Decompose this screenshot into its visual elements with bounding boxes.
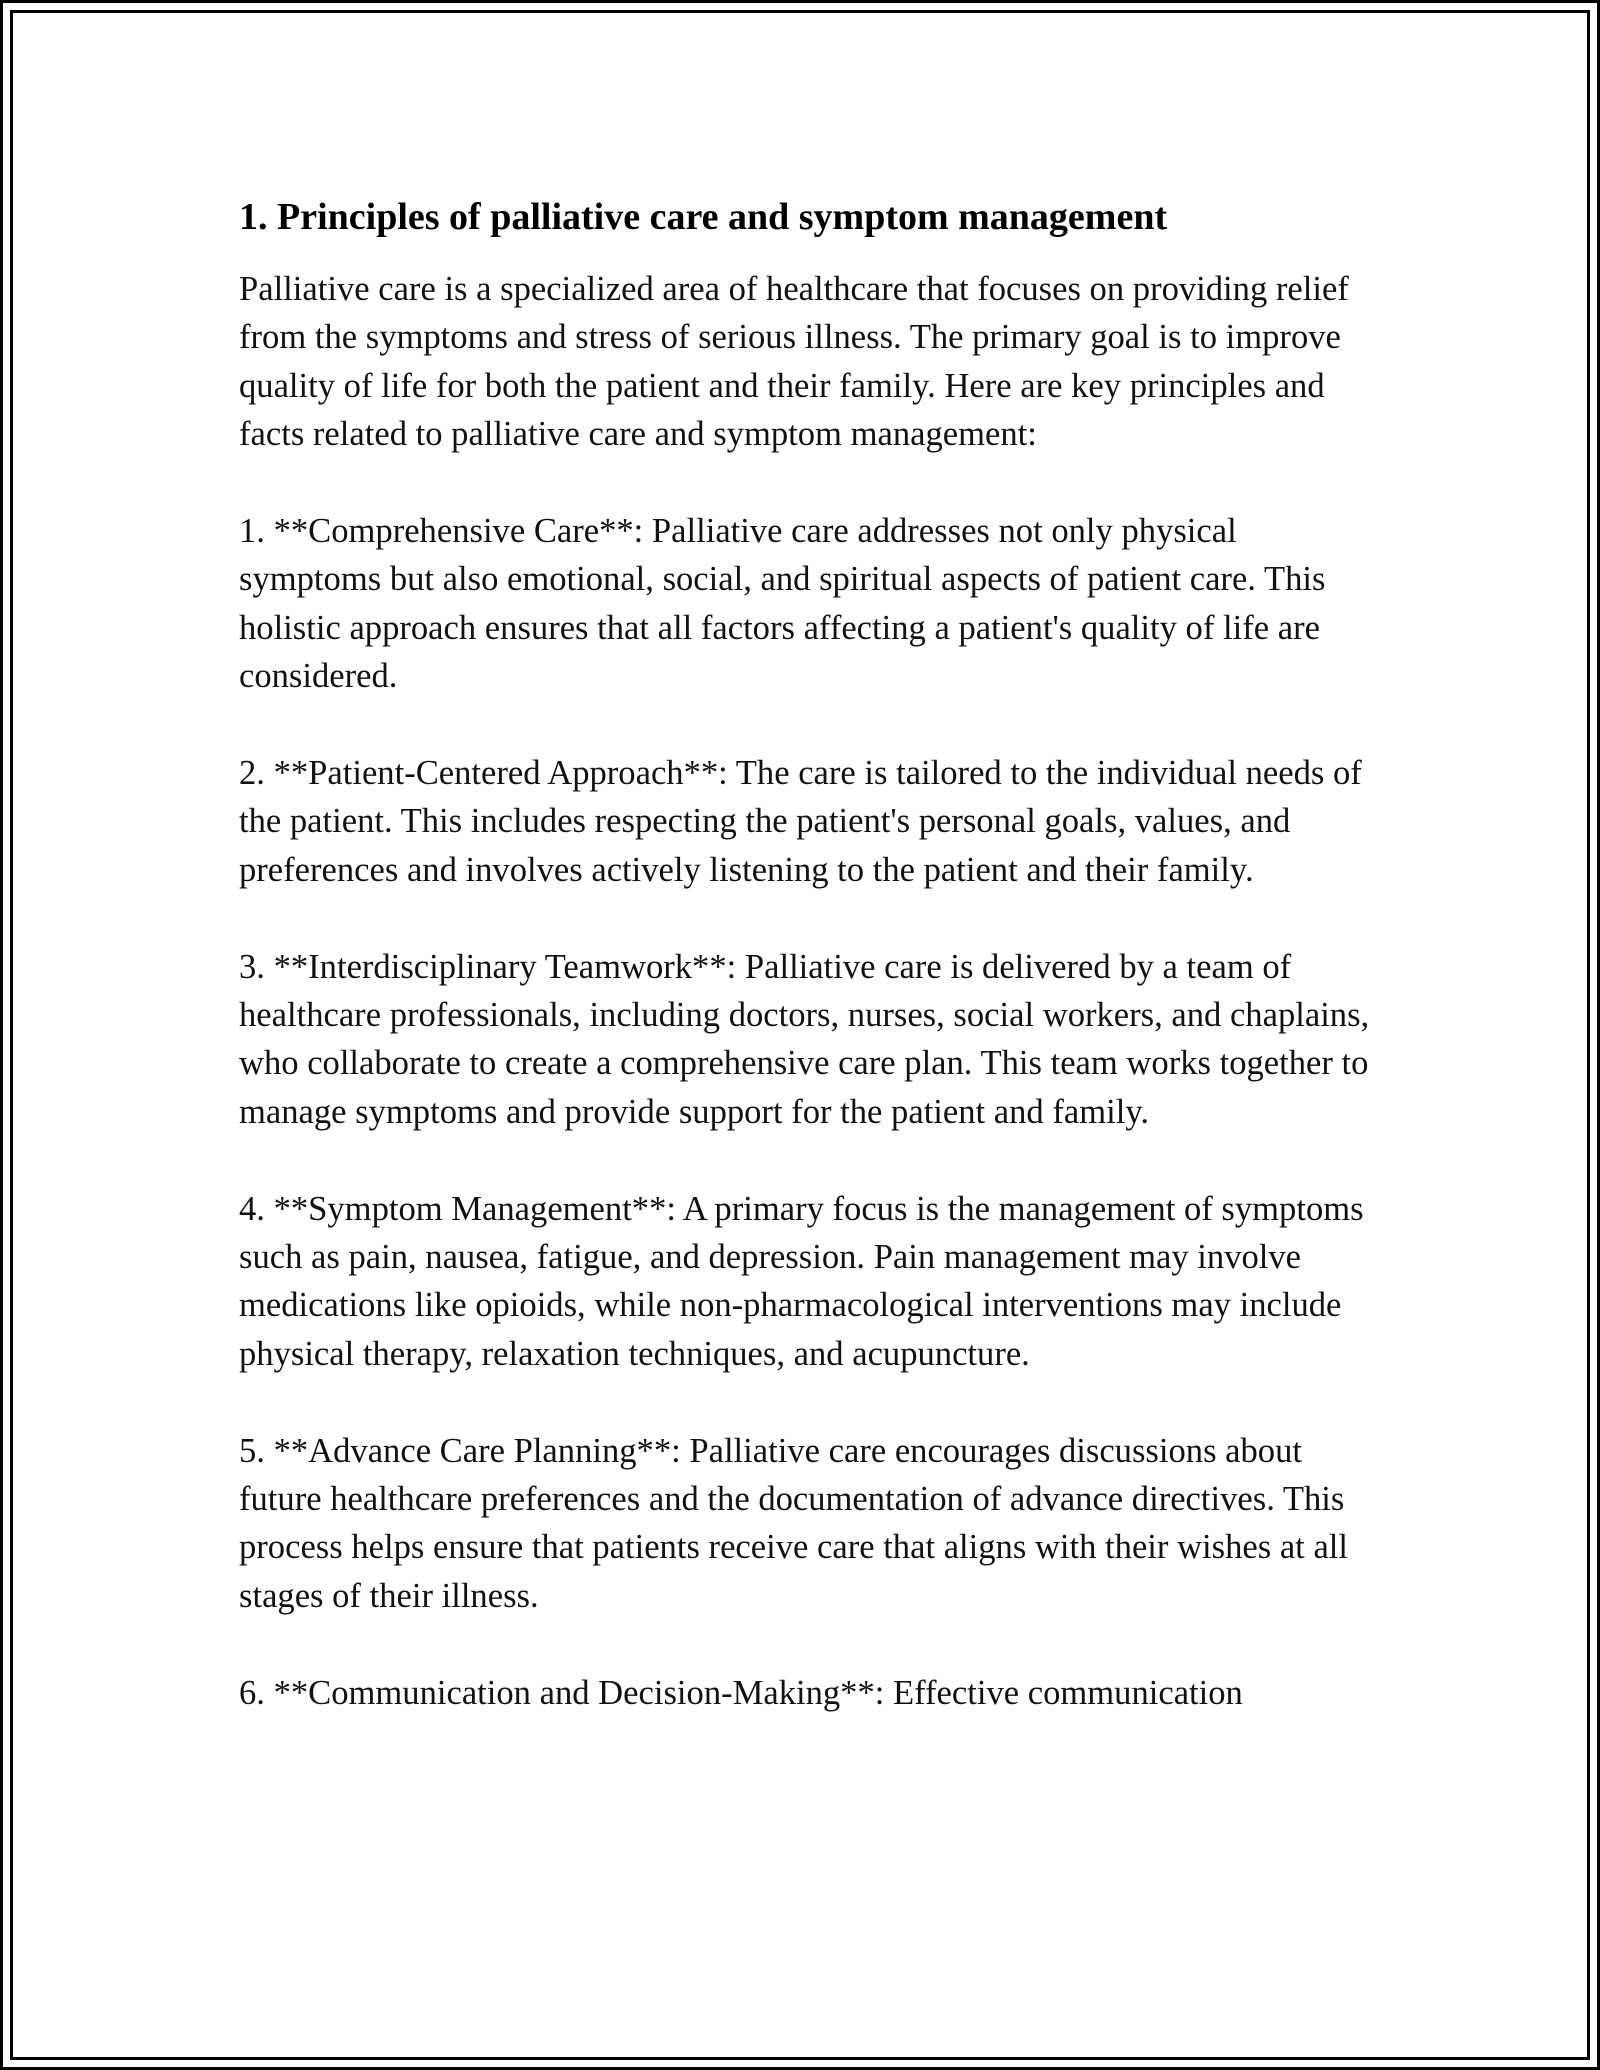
principle-comprehensive-care: 1. **Comprehensive Care**: Palliative care addresses not only physical symptoms but also emotional, social, and spiritual aspects of patient care. This holistic approach ensures that all factors affecting a patient's quality of life are considered.	[239, 512, 1335, 696]
intro-paragraph: Palliative care is a specialized area of healthcare that focuses on providing relief from the symptoms and stress of serious illness. The primary goal is to improve quality of life for both the patient and their family. Here are key principles and facts related to palliative care and symptom management:	[239, 270, 1358, 454]
principle-symptom-management: 4. **Symptom Management**: A primary focus is the management of symptoms such as pain, nausea, fatigue, and depression. Pain management may involve medications like opioids, while non-pharmacological interventions may include physical therapy, relaxation techniques, and acupuncture.	[239, 1189, 1373, 1373]
document-body	[239, 189, 1379, 1717]
principle-interdisciplinary-teamwork: 3. **Interdisciplinary Teamwork**: Palliative care is delivered by a team of healthcare professionals, including doctors, nurses, social workers, and chaplains, who collaborate to create a comprehensive care plan. This team works together to manage symptoms and provide support for the patient and family.	[239, 947, 1378, 1131]
section-heading: 1. Principles of palliative care and symptom management	[239, 196, 1168, 238]
principle-patient-centered-approach: 2. **Patient-Centered Approach**: The care is tailored to the individual needs of the patient. This includes respecting the patient's personal goals, values, and preferences and involves actively listening to the patient and their family.	[239, 754, 1371, 889]
principle-advance-care-planning: 5. **Advance Care Planning**: Palliative care encourages discussions about future healthcare preferences and the documentation of advance directives. This process helps ensure that patients receive care that aligns with their wishes at all stages of their illness.	[239, 1431, 1357, 1615]
principle-communication-decision-making: 6. **Communication and Decision-Making**: Effective communication	[239, 1673, 1243, 1712]
